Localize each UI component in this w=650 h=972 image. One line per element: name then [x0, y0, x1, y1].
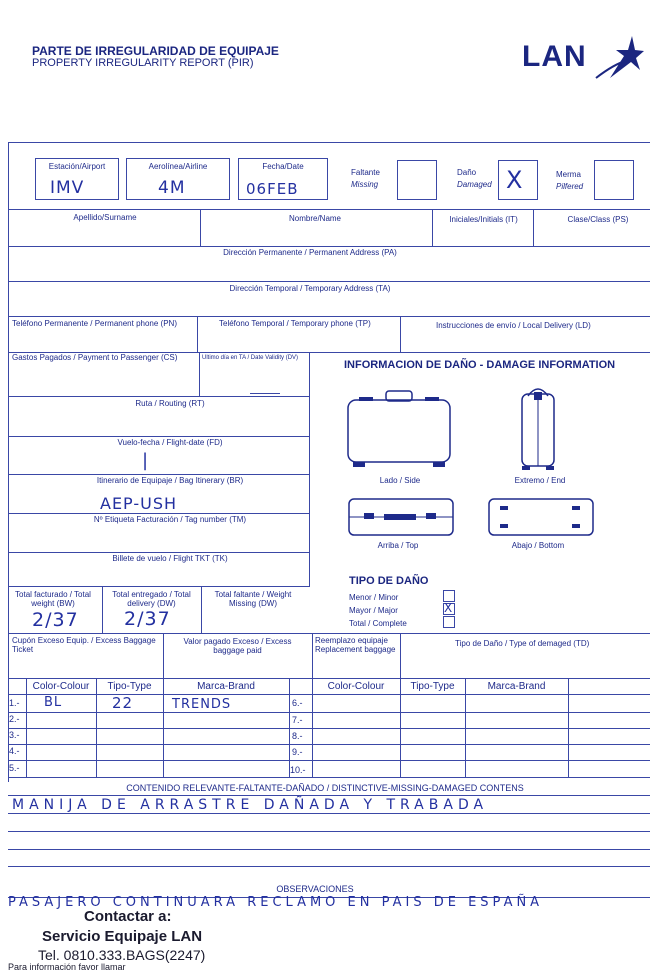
contents-value: MANIJA DE ARRASTRE DAÑADA Y TRABADA [12, 797, 489, 813]
class-label: Clase/Class (PS) [567, 215, 629, 224]
airline-value: 4M [158, 178, 186, 198]
col-brand-right: Marca-Brand [487, 681, 546, 692]
missing-label-es: Faltante [351, 168, 380, 177]
damaged-mark: X [506, 166, 524, 194]
col-type-right: Tipo-Type [410, 681, 455, 692]
star-icon [594, 34, 644, 80]
initials-label: Iniciales/Initials (IT) [449, 215, 518, 224]
bottom-label: Abajo / Bottom [511, 541, 565, 550]
validity-label: Ultimo día en TA / Date Validity (DV) [202, 355, 299, 361]
expenses-label: Gastos Pagados / Payment to Passenger (CS) [12, 353, 178, 362]
pilfered-label-es: Merma [556, 170, 581, 179]
flight-date-value: | [142, 450, 150, 471]
row-number: 9.- [292, 747, 303, 757]
temp-phone-label: Teléfono Temporal / Temporary phone (TP) [219, 319, 371, 328]
end-label: Extremo / End [514, 476, 566, 485]
missing-label-en: Missing [351, 180, 379, 189]
station-value: IMV [50, 178, 85, 198]
contact-heading: Contactar a: [84, 908, 172, 925]
name-label: Nombre/Name [288, 214, 341, 223]
bag1-brand: TRENDS [172, 697, 232, 712]
delivered-weight-label: Total entregado / Total delivery (DW) [112, 590, 191, 608]
flight-ticket-label: Billete de vuelo / Flight TKT (TK) [112, 554, 228, 563]
observations-label: OBSERVACIONES [276, 884, 354, 894]
pilfered-checkbox[interactable] [594, 160, 634, 200]
row-number: 5.- [9, 763, 20, 773]
suitcase-bottom-icon [486, 496, 596, 538]
delivered-weight-value: 2/37 [124, 608, 171, 630]
replacement-label: Reemplazo equipaje Replacement baggage [315, 636, 396, 654]
damage-type-code-label: Tipo de Daño / Type of demaged (TD) [455, 639, 590, 648]
missing-checkbox[interactable] [397, 160, 437, 200]
suitcase-side-icon [343, 388, 455, 470]
col-color-right: Color-Colour [327, 681, 385, 692]
damage-type-title: TIPO DE DAÑO [349, 575, 429, 587]
row-number: 1.- [9, 698, 20, 708]
surname-label: Apellido/Surname [73, 213, 137, 222]
col-color-left: Color-Colour [32, 681, 90, 692]
row-number: 7.- [292, 715, 303, 725]
routing-label: Ruta / Routing (RT) [135, 399, 205, 408]
total-label: Total / Complete [349, 619, 407, 628]
row-number: 8.- [292, 731, 303, 741]
date-value: 06FEB [246, 180, 299, 198]
damaged-label-en: Damaged [457, 180, 492, 189]
observations-value: PASAJERO CONTINUARA RECLAMO EN PAIS DE ESPAÑA [8, 895, 544, 910]
date-label: Fecha/Date [262, 162, 304, 171]
lan-logo-text: LAN [522, 40, 587, 73]
excess-coupon-label: Cupón Exceso Equip. / Excess Baggage Ticket [12, 636, 156, 654]
lan-logo [522, 34, 647, 80]
suitcase-end-icon [512, 380, 564, 472]
row-number: 10.- [290, 765, 306, 775]
checked-weight-value: 2/37 [32, 609, 79, 631]
form-title-en: PROPERTY IRREGULARITY REPORT (PIR) [32, 57, 254, 69]
bag-itinerary-label: Itinerario de Equipaje / Bag Itinerary (BR) [96, 476, 244, 485]
col-type-left: Tipo-Type [107, 681, 152, 692]
local-delivery-label: Instrucciones de envío / Local Delivery (LD) [436, 321, 591, 330]
total-checkbox[interactable] [443, 616, 455, 628]
bag1-color: BL [44, 695, 63, 710]
col-brand-left: Marca-Brand [197, 681, 255, 692]
perm-address-label: Dirección Permanente / Permanent Address (PA) [223, 248, 397, 257]
contact-info-note: Para información favor llamar [8, 962, 126, 972]
form-title-es: PARTE DE IRREGULARIDAD DE EQUIPAJE [32, 44, 279, 58]
perm-phone-label: Teléfono Permanente / Permanent phone (PN) [12, 319, 177, 328]
row-number: 3.- [9, 730, 20, 740]
checked-weight-label: Total facturado / Total weight (BW) [15, 590, 91, 608]
temp-address-label: Dirección Temporal / Temporary Address (TA) [229, 284, 391, 293]
row-number: 2.- [9, 714, 20, 724]
side-label: Lado / Side [379, 476, 421, 485]
row-number: 6.- [292, 698, 303, 708]
damage-info-title: INFORMACION DE DAÑO - DAMAGE INFORMATION [344, 359, 616, 371]
bag-itinerary-value: AEP-USH [100, 494, 178, 513]
station-label: Estación/Airport [48, 162, 106, 171]
suitcase-top-icon [346, 496, 456, 538]
contents-label: CONTENIDO RELEVANTE-FALTANTE-DAÑADO / DISTINCTIVE-MISSING-DAMAGED CONTENS [126, 783, 524, 793]
pilfered-label-en: Pilfered [556, 182, 584, 191]
bag1-type: 22 [112, 694, 134, 712]
contact-service: Servicio Equipaje LAN [42, 928, 203, 945]
contact-phone: Tel. 0810.333.BAGS(2247) [38, 947, 206, 963]
tag-number-label: Nº Etiqueta Facturación / Tag number (TM) [93, 515, 247, 524]
damaged-label-es: Daño [457, 168, 477, 177]
flight-date-label: Vuelo-fecha / Flight-date (FD) [117, 438, 223, 447]
major-mark: X [444, 601, 454, 615]
top-label: Arriba / Top [377, 541, 419, 550]
airline-label: Aerolínea/Airline [148, 162, 208, 171]
minor-label: Menor / Minor [349, 593, 399, 602]
major-label: Mayor / Major [349, 606, 398, 615]
row-number: 4.- [9, 746, 20, 756]
missing-weight-label: Total faltante / Weight Missing (DW) [214, 590, 292, 608]
excess-paid-label: Valor pagado Exceso / Excess baggage paid [183, 637, 292, 655]
